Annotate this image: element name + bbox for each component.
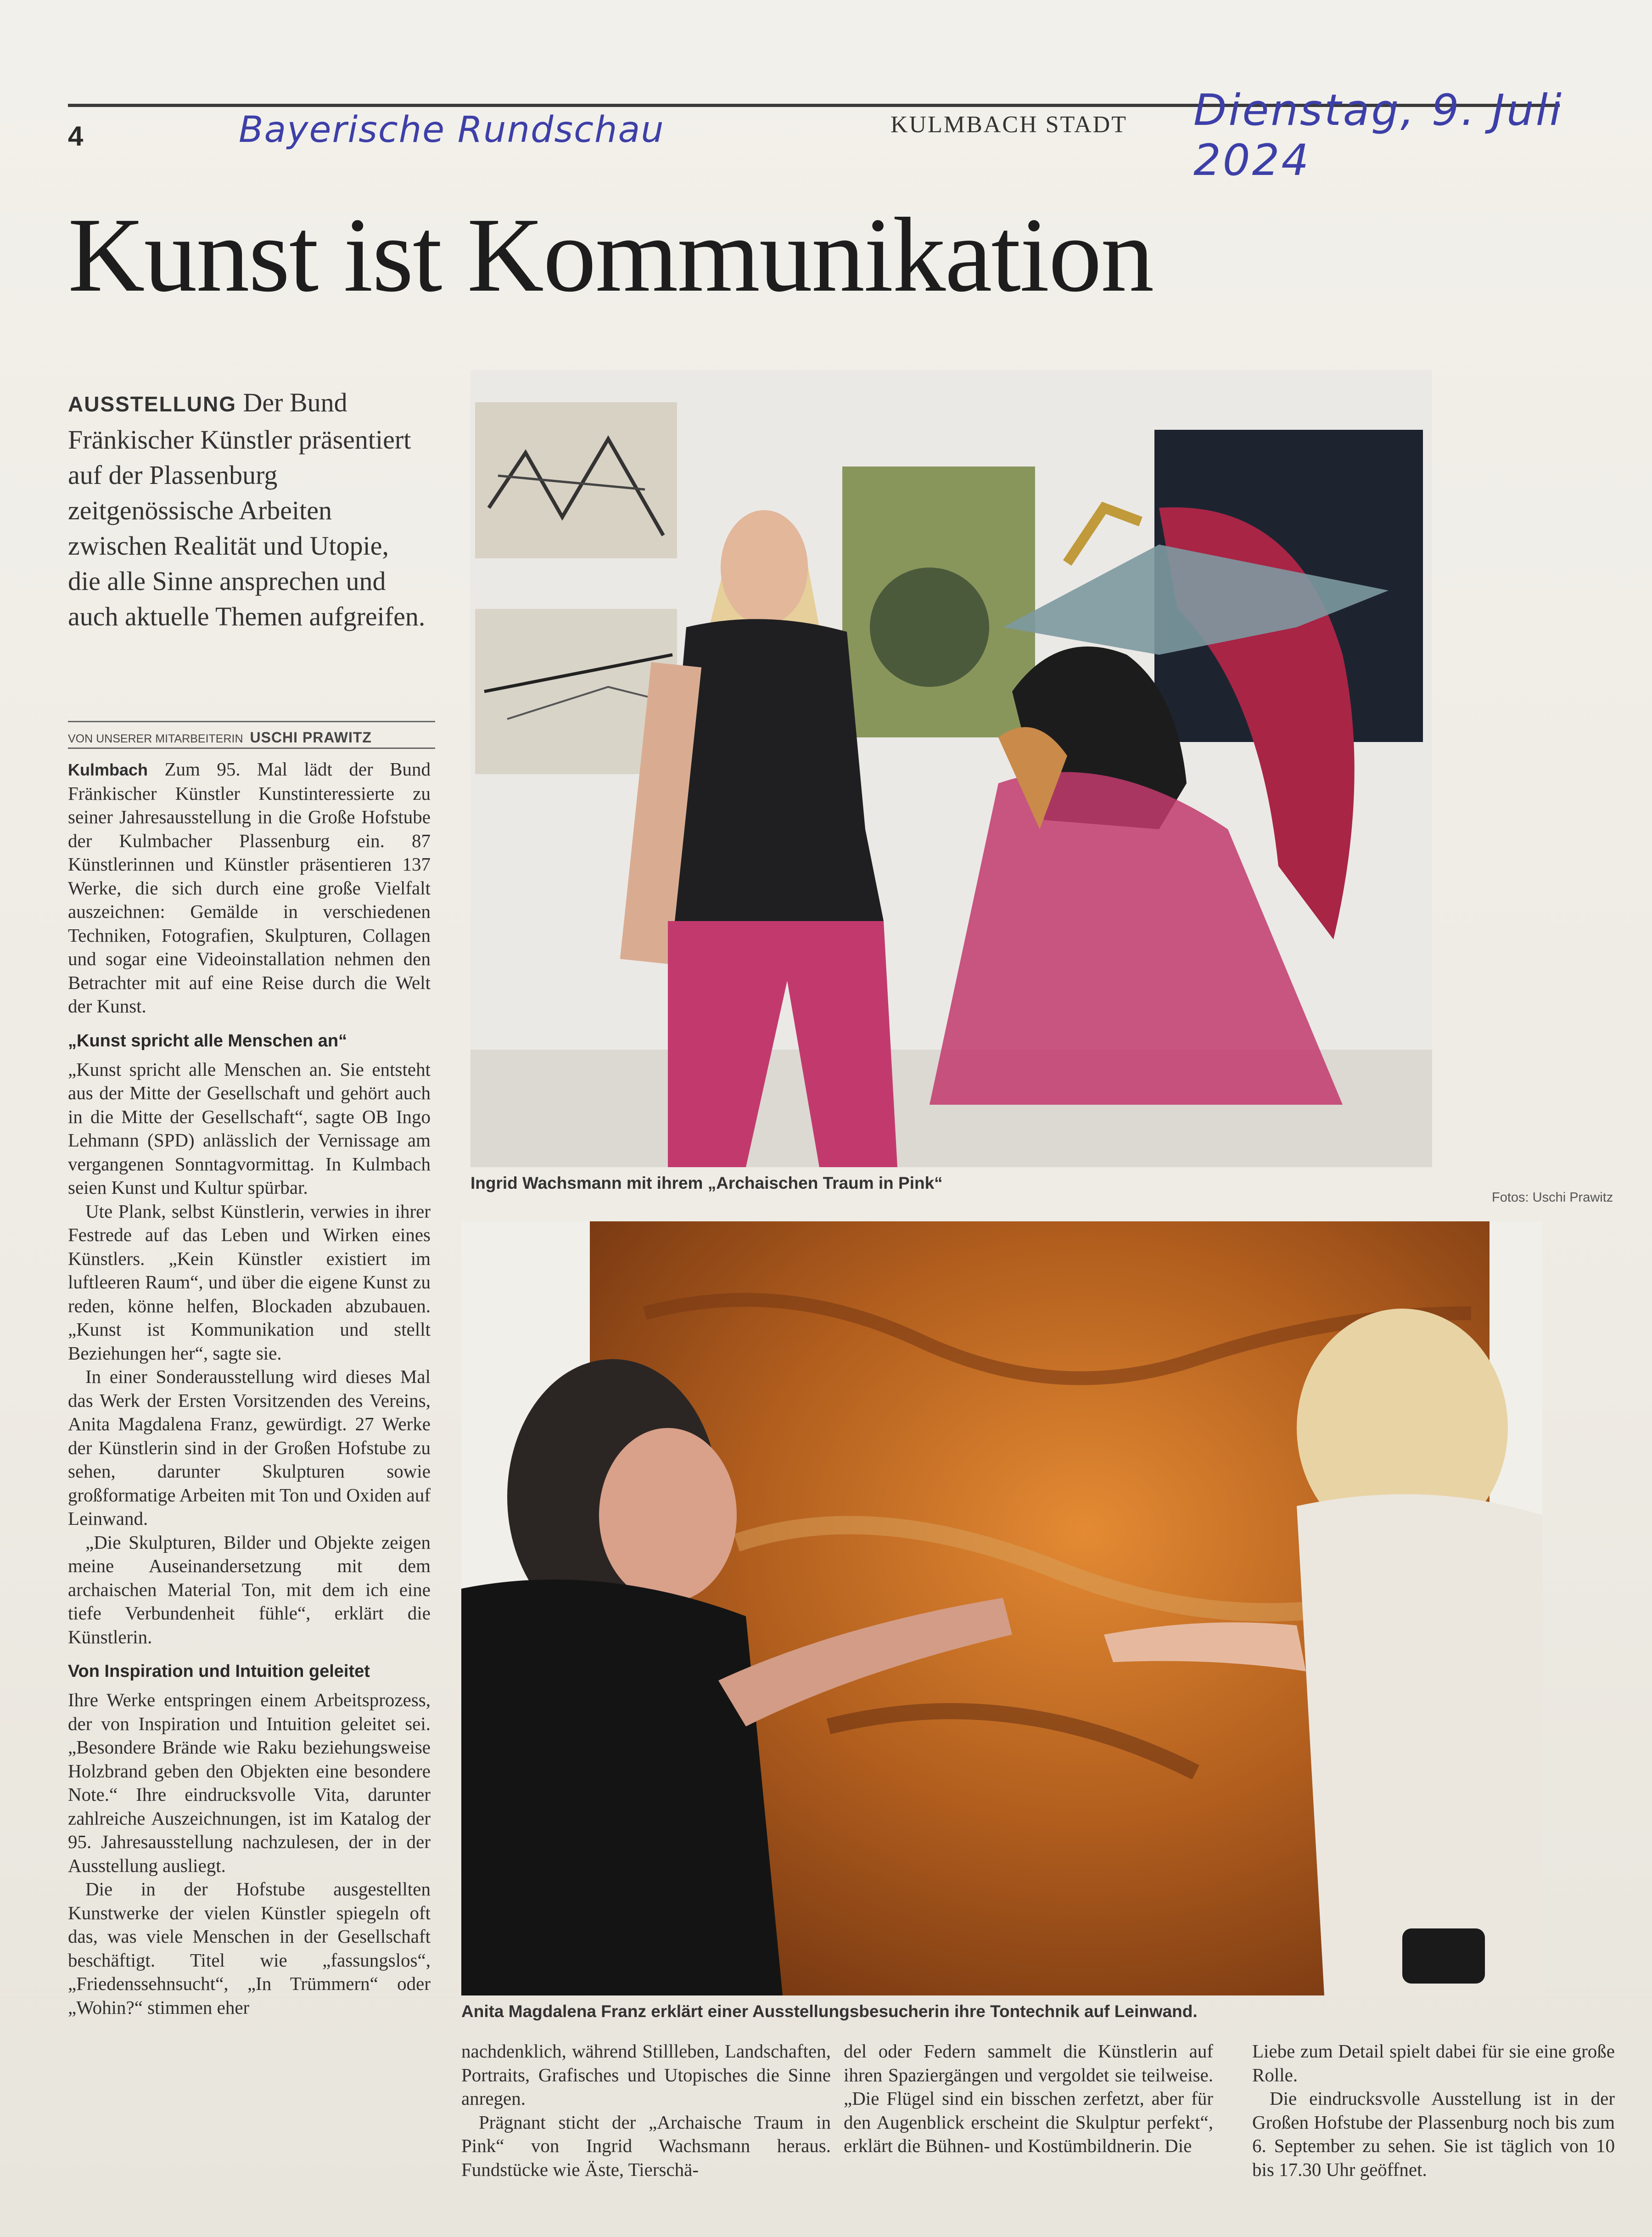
article-column-1	[68, 758, 431, 2019]
article-paragraph: Liebe zum Detail spielt dabei für sie eine große Rolle.	[1252, 2040, 1615, 2085]
byline-prefix: VON UNSERER MITARBEITERIN	[68, 732, 243, 745]
subhead: Von Inspiration und Intuition geleitet	[68, 1662, 370, 1681]
teaser-kicker: AUSSTELLUNG	[68, 392, 236, 416]
article-column-4	[1252, 2040, 1615, 2181]
photo-artist-with-sculpture	[470, 370, 1432, 1167]
article-paragraph: del oder Federn sammelt die Künstlerin auf ihren Spaziergängen und vergoldet sie teilweise. „Die Flügel sind ein bisschen zerfetzt, aber für den Augenblick erscheint die Skulptur perfekt“, erklärt die Bühnen- und Kostümbildnerin. Die	[844, 2040, 1213, 2156]
byline-author: USCHI PRAWITZ	[250, 729, 372, 746]
byline-rule-bottom	[68, 748, 435, 749]
teaser-text: Der Bund Fränkischer Künstler präsentiert auf der Plassenburg zeitgenössische Arbeiten zwischen Realität und Utopie, die alle Sinne ansprechen und auch aktuelle Themen aufgreifen.	[68, 388, 426, 631]
section-title: KULMBACH STADT	[890, 112, 1127, 138]
teaser	[68, 385, 426, 634]
photo-credit: Fotos: Uschi Prawitz	[1492, 1190, 1613, 1205]
article-paragraph	[68, 758, 431, 1018]
article-paragraph: In einer Sonderausstellung wird dieses Mal das Werk der Ersten Vorsitzenden des Vereins, Anita Magdalena Franz, gewürdigt. 27 Werke der Künstlerin sind in der Großen Hofstube zu sehen, darunter Skulpturen sowie großformatige Arbeiten mit Ton und Oxiden auf Leinwand.	[68, 1366, 431, 1529]
byline-rule-top	[68, 721, 435, 722]
article-paragraph: Die in der Hofstube ausgestellten Kunstwerke der vielen Künstler spiegeln oft das, was viele Menschen in der Gesellschaft beschäftigt. Titel wie „fassungslos“, „Friedenssehnsucht“, „In Trümmern“ oder „Wohin?“ stimmen eher	[68, 1878, 431, 2018]
article-column-3	[844, 2040, 1213, 2158]
handwritten-newspaper-name: Bayerische Rundschau	[239, 109, 665, 151]
byline	[68, 729, 372, 746]
article-paragraph: Ute Plank, selbst Künstlerin, verwies in ihrer Festrede auf das Leben und Wirken eines Künstlers. „Kein Künstler existiert im luftleeren Raum“, und über die eigene Kunst zu reden, könne helfen, Blockaden abzubauen. „Kunst ist Kommunikation und stellt Beziehungen her“, sagte sie.	[68, 1200, 431, 1364]
page-number: 4	[68, 121, 84, 152]
photo-caption-1: Ingrid Wachsmann mit ihrem „Archaischen Traum in Pink“	[470, 1174, 943, 1192]
article-paragraph: Prägnant sticht der „Archaische Traum in Pink“ von Ingrid Wachsmann heraus. Fundstücke wie Äste, Tierschä-	[461, 2111, 831, 2180]
article-paragraph: „Kunst spricht alle Menschen an. Sie entsteht aus der Mitte der Gesellschaft und gehört auch in die Mitte der Gesellschaft“, sagte OB Ingo Lehmann (SPD) anlässlich der Vernissage am vergangenen Sonntagvormittag. In Kulmbach seien Kunst und Kultur spürbar.	[68, 1058, 431, 1198]
subhead: „Kunst spricht alle Menschen an“	[68, 1031, 347, 1051]
article-column-2	[461, 2040, 831, 2181]
article-paragraph: Die eindrucksvolle Ausstellung ist in der Großen Hofstube der Plassenburg noch bis zum 6. September zu sehen. Sie ist täglich von 10 bis 17.30 Uhr geöffnet.	[1252, 2088, 1615, 2180]
headline: Kunst ist Kommunikation	[68, 196, 1154, 314]
photo-caption-2: Anita Magdalena Franz erklärt einer Ausstellungsbesucherin ihre Tontechnik auf Leinwand.	[461, 2002, 1198, 2021]
paragraph-text: Zum 95. Mal lädt der Bund Fränkischer Künstler Kunstinteressierte zu seiner Jahresausstellung in die Große Hofstube der Kulmbacher Plassenburg ein. 87 Künstlerinnen und Künstler präsentieren 137 Werke, die sich durch eine große Vielfalt auszeichnen: Gemälde in verschiedenen Techniken, Fotografien, Skulpturen, Collagen und sogar eine Videoinstallation nehmen den Betrachter mit auf eine Reise durch die Welt der Kunst.	[68, 759, 431, 1017]
article-paragraph: Ihre Werke entspringen einem Arbeitsprozess, der von Inspiration und Intuition geleitet sei. „Besondere Brände wie Raku beziehungsweise Holzbrand geben den Objekten eine besondere Note.“ Ihre eindrucksvolle Vita, darunter zahlreiche Auszeichnungen, ist im Katalog der 95. Jahresausstellung nachzulesen, der in der Ausstellung ausliegt.	[68, 1689, 431, 1876]
handwritten-date: Dienstag, 9. Juli 2024	[1193, 85, 1563, 185]
article-paragraph: nachdenklich, während Stillleben, Landschaften, Portraits, Grafisches und Utopisches die Sinne anregen.	[461, 2040, 831, 2109]
photo-artist-explaining-technique	[461, 1221, 1542, 1995]
dateline: Kulmbach	[68, 760, 148, 779]
article-paragraph: „Die Skulpturen, Bilder und Objekte zeigen meine Auseinandersetzung mit dem archaischen Material Ton, mit dem ich eine tiefe Verbundenheit fühle“, erklärt die Künstlerin.	[68, 1531, 431, 1647]
